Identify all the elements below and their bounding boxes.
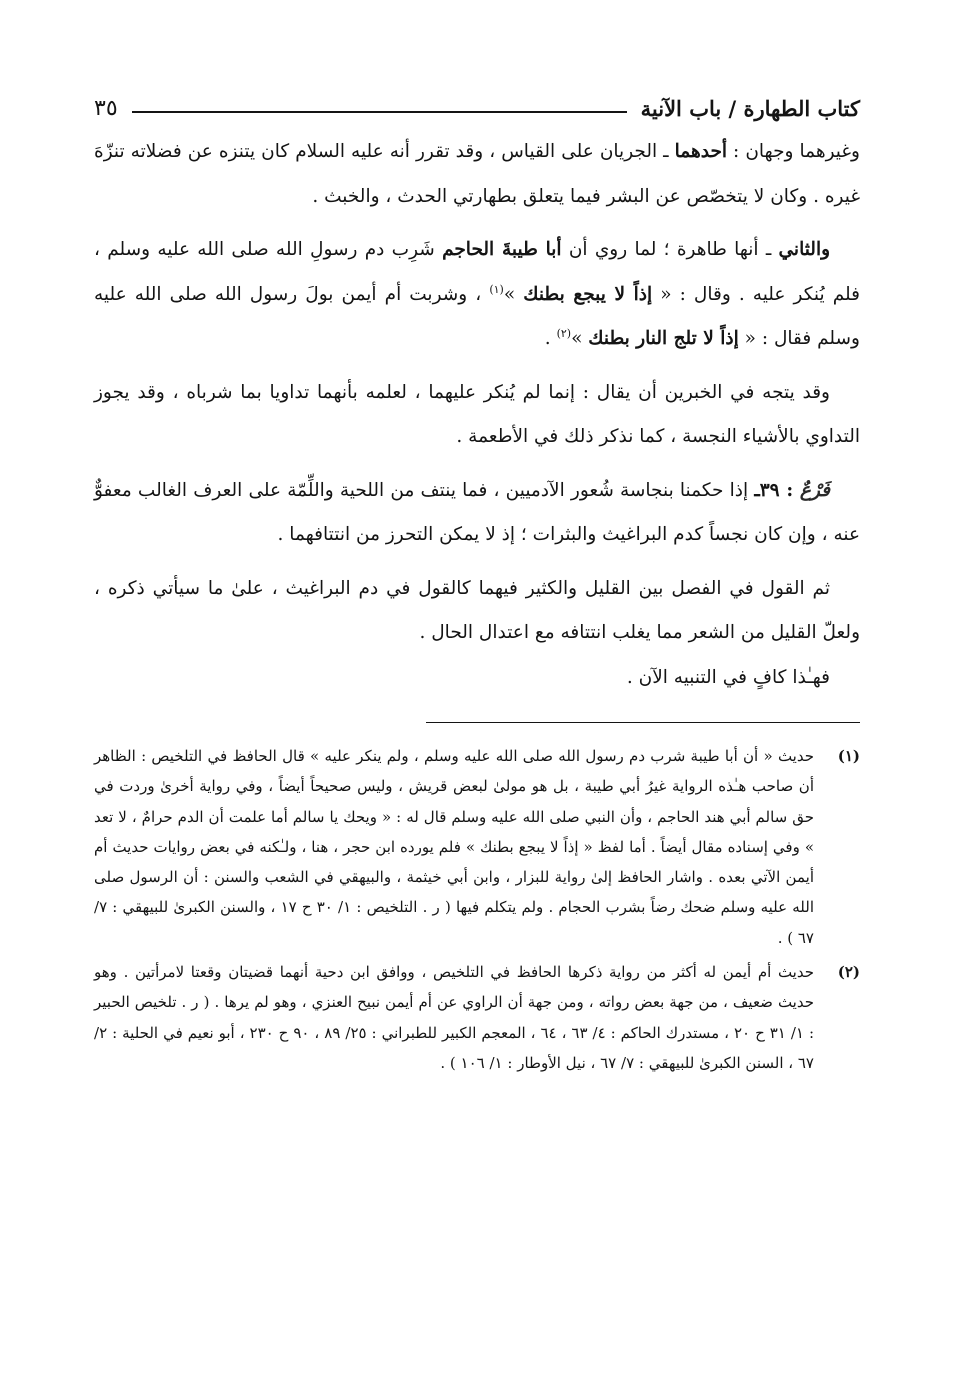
- p2-text-3: ، وشربت أم أيمن بولَ رسول الله صلى الله عليه وسلم فقال : «: [94, 283, 860, 349]
- paragraph-2: [94, 228, 860, 362]
- p1-rest: ـ الجريان على القياس ، وقد تقرر أنه عليه السلام كان يتنزه عن فضلاته تنزّهَ غيره . وكان لا يتخصّص عن البشر فيما يتعلق بطهارتي الحدث ، والخبث .: [94, 141, 860, 207]
- page-number: ٣٥: [94, 95, 118, 121]
- footnote-separator: [426, 722, 860, 723]
- paragraph-4: [94, 469, 860, 558]
- main-text: [94, 130, 860, 700]
- footnote-ref-2[interactable]: (٢): [556, 326, 572, 340]
- footnote-text: حديث « أن أبا طيبة شرب دم رسول الله صلى الله عليه وسلم ، ولم ينكر عليه » قال الحافظ في التلخيص : الظاهر أن صاحب هـٰذه الرواية غيرُ أبي طيبة ، بل هو مولىٰ لبعض قريش ، وليس صحيحاً أيضاً ، وفي رواية أخرىٰ وردت في حق سالم أبي هند الحاجم ، وأن النبي صلى الله عليه وسلم قال له : « ويحك يا سالم أما علمت أن الدم حرامٌ ، لا تعد » وفي إسناده مقال أيضاً . أما لفظ « إذاً لا يبجع بطنك » فلم يورده ابن حجر ، هنا ، ولـٰكنه في بعض روايات حديث أم أيمن الآتي بعده . واشار الحافظ إلىٰ رواية للبزار ، وابن أبي خيثمة ، والبيهقي في الشعب والسنن : أن الرسول صلى الله عليه وسلم ضحك رضاً بشرب الحجام . ولم يتكلم فيها ( ر . التلخيص : ١/ ٣٠ ح ١٧ ، والسنن الكبرىٰ للبيهقي : ٧/ ٦٧ ) .: [94, 747, 814, 947]
- running-header: [94, 86, 860, 130]
- p2-text-1: ـ أنها طاهرة ؛ لما روي أن: [561, 239, 779, 260]
- footnote-2: [94, 957, 860, 1078]
- paragraph-3: وقد يتجه في الخبرين أن يقال : إنما لم يُنكر عليهما ، لعلمه بأنهما تداويا بما شرباه ، وقد يجوز التداوي بالأشياء النجسة ، كما نذكر ذلك في الأطعمة .: [94, 381, 860, 447]
- paragraph-1: [94, 130, 860, 219]
- p1-bold-term: أحدهما: [674, 141, 728, 162]
- header-rule: [132, 111, 627, 113]
- p2-quote-close-1: »: [503, 283, 524, 305]
- paragraph-5: ثم القول في الفصل بين القليل والكثير فيهما كالقول في دم البراغيث ، علىٰ ما سيأتي ذكره ، ولعلّ القليل من الشعر مما يغلب انتتافه مع اعتدال الحال .: [94, 577, 860, 643]
- footnote-1: [94, 741, 860, 953]
- footnote-ref-1[interactable]: (١): [489, 282, 504, 296]
- p2-quote-close-2: »: [571, 328, 589, 349]
- footnote-text: حديث أم أيمن له أكثر من رواية ذكرها الحافظ في التلخيص ، ووافق ابن دحية أنهما قضيتان وقعتا لامرأتين . وهو حديث ضعيف ، من جهة بعض رواته ، ومن جهة أن الراوي عن أم أيمن نبيح العنزي ، وهو لم يرها . ( ر . تلخيص الحبير : ١/ ٣١ ح ٢٠ ، مستدرك الحاكم : ٤/ ٦٣ ، ٦٤ ، المعجم الكبير للطبراني : ٢٥/ ٨٩ ، ٩٠ ح ٢٣٠ ، أبو نعيم في الحلية : ٢/ ٦٧ ، السنن الكبرىٰ للبيهقي : ٧/ ٦٧ ، نيل الأوطار : ١/ ١٠٦ ) .: [94, 963, 815, 1072]
- footnotes: [94, 741, 860, 1078]
- p2-text-2: شَرِب دم رسولِ الله صلى الله عليه وسلم ، فلم يُنكر عليه . وقال : «: [94, 239, 860, 305]
- p2-bold-quote-2: إذاً لا تلج النار بطنك: [588, 328, 739, 349]
- footnote-mark: (١): [837, 747, 860, 765]
- p2-bold-quote-1: إذاً لا يبجع بطنك: [523, 283, 653, 305]
- running-title: كتاب الطهارة / باب الآنية: [640, 95, 860, 121]
- issue-number: : ٣٩ـ: [754, 479, 800, 501]
- far-label: فَرْعٌ: [799, 479, 830, 501]
- footnote-mark: (٢): [837, 963, 860, 982]
- p2-bold-term: والثاني: [778, 239, 831, 260]
- p1-lead: وغيرهما وجهان :: [727, 141, 860, 162]
- p4-text: إذا حكمنا بنجاسة شُعور الآدميين ، فما ينتف من اللحية واللِّمّة على العرف الغالب معفوٌّ عنه ، وإن كان نجساً كدم البراغيث والبثرات ؛ إذ لا يمكن التحرز من انتتافهما .: [94, 479, 860, 545]
- p2-end: .: [544, 328, 557, 349]
- paragraph-6: فهـٰذا كافٍ في التنبيه الآن .: [626, 666, 830, 688]
- p2-bold-name: أبا طيبةَ الحاجم: [442, 239, 562, 260]
